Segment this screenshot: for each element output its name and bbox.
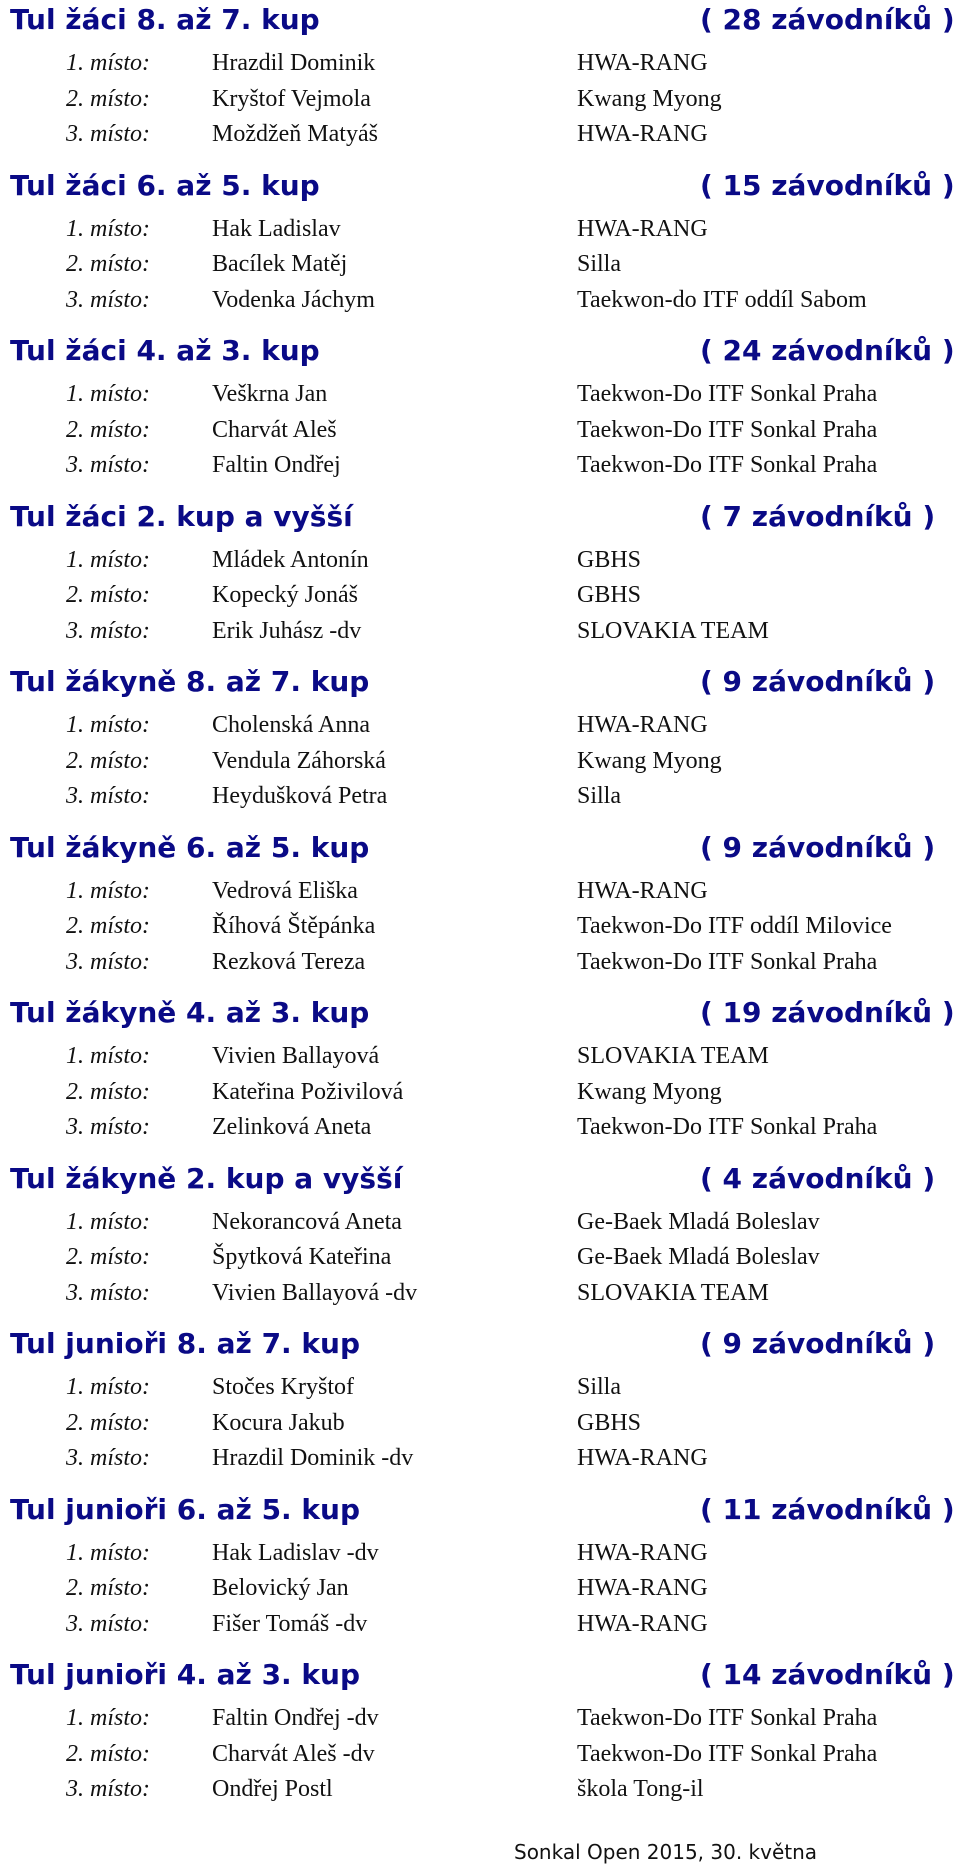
club-name: HWA-RANG <box>577 1610 708 1637</box>
result-row <box>0 1039 960 1075</box>
club-name: Kwang Myong <box>577 1078 722 1105</box>
result-row <box>0 1075 960 1111</box>
category-section <box>0 1655 960 1821</box>
result-row <box>0 1571 960 1607</box>
category-header <box>0 331 960 377</box>
competitor-name: Charvát Aleš <box>212 416 337 443</box>
place-label: 3. místo: <box>66 121 150 147</box>
section-spacer <box>0 484 960 497</box>
club-name: Kwang Myong <box>577 85 722 112</box>
competitor-name: Zelinková Aneta <box>212 1114 372 1140</box>
competitor-name: Moždžeň Matyáš <box>212 121 378 147</box>
competitor-count: ( 7 závodníků ) <box>700 499 936 533</box>
category-section <box>0 662 960 828</box>
club-name: HWA-RANG <box>577 1445 708 1471</box>
section-spacer <box>0 649 960 662</box>
place-label: 1. místo: <box>66 712 150 738</box>
category-title: Tul žáci 4. až 3. kup <box>10 334 320 367</box>
result-row <box>0 1737 960 1773</box>
place-label: 3. místo: <box>66 617 150 644</box>
competitor-count: ( 9 závodníků ) <box>700 830 936 864</box>
place-label: 1. místo: <box>66 1705 150 1731</box>
place-label: 2. místo: <box>66 1740 150 1767</box>
result-row <box>0 1240 960 1276</box>
competitor-name: Špytková Kateřina <box>212 1244 392 1270</box>
result-row <box>0 1110 960 1146</box>
section-spacer <box>0 1477 960 1490</box>
result-row <box>0 82 960 118</box>
competitor-count: ( 11 závodníků ) <box>700 1492 955 1526</box>
category-header <box>0 1159 960 1205</box>
place-label: 1. místo: <box>66 50 150 76</box>
competitor-name: Kopecký Jonáš <box>212 582 358 608</box>
category-title: Tul žáci 2. kup a vyšší <box>10 499 353 533</box>
category-title: Tul žáci 6. až 5. kup <box>10 168 320 202</box>
competitor-name: Kocura Jakub <box>212 1409 345 1436</box>
competitor-count: ( 24 závodníků ) <box>700 334 955 367</box>
competitor-name: Faltin Ondřej -dv <box>212 1705 379 1731</box>
section-spacer <box>0 1808 960 1821</box>
category-header <box>0 828 960 874</box>
competitor-name: Belovický Jan <box>212 1575 349 1601</box>
club-name: Taekwon-Do ITF Sonkal Praha <box>577 1114 878 1140</box>
result-row <box>0 1370 960 1406</box>
place-label: 1. místo: <box>66 215 150 242</box>
place-label: 3. místo: <box>66 783 150 809</box>
place-label: 2. místo: <box>66 85 150 112</box>
competitor-name: Hak Ladislav <box>212 215 341 242</box>
place-label: 1. místo: <box>66 546 150 573</box>
competitor-name: Nekorancová Aneta <box>212 1208 402 1235</box>
result-row <box>0 909 960 945</box>
category-header <box>0 166 960 212</box>
competitor-name: Vodenka Jáchym <box>212 286 375 313</box>
club-name: Taekwon-do ITF oddíl Sabom <box>577 286 867 313</box>
club-name: Ge-Baek Mladá Boleslav <box>577 1244 820 1270</box>
category-section <box>0 1490 960 1656</box>
category-title: Tul žákyně 6. až 5. kup <box>10 830 370 864</box>
place-label: 3. místo: <box>66 452 150 478</box>
competitor-count: ( 19 závodníků ) <box>700 996 955 1029</box>
club-name: HWA-RANG <box>577 1539 708 1566</box>
place-label: 2. místo: <box>66 582 150 608</box>
result-row <box>0 779 960 815</box>
category-title: Tul junioři 6. až 5. kup <box>10 1492 361 1526</box>
competitor-name: Charvát Aleš -dv <box>212 1740 375 1767</box>
place-label: 1. místo: <box>66 877 150 904</box>
result-row <box>0 945 960 981</box>
competitor-count: ( 4 závodníků ) <box>700 1161 936 1195</box>
result-row <box>0 1205 960 1241</box>
category-title: Tul žáci 8. až 7. kup <box>10 3 320 36</box>
place-label: 1. místo: <box>66 381 150 407</box>
club-name: SLOVAKIA TEAM <box>577 1043 769 1069</box>
competitor-name: Říhová Štěpánka <box>212 913 376 939</box>
result-row <box>0 247 960 283</box>
section-spacer <box>0 153 960 166</box>
result-row <box>0 377 960 413</box>
competitor-name: Veškrna Jan <box>212 381 328 407</box>
place-label: 1. místo: <box>66 1539 150 1566</box>
competitor-name: Hak Ladislav -dv <box>212 1539 379 1566</box>
competitor-name: Vivien Ballayová <box>212 1043 380 1069</box>
place-label: 3. místo: <box>66 948 150 975</box>
club-name: Taekwon-Do ITF Sonkal Praha <box>577 948 878 975</box>
section-spacer <box>0 318 960 331</box>
club-name: Taekwon-Do ITF Sonkal Praha <box>577 1705 878 1731</box>
competitor-count: ( 15 závodníků ) <box>700 168 955 202</box>
club-name: Taekwon-Do ITF Sonkal Praha <box>577 416 878 443</box>
result-row <box>0 614 960 650</box>
club-name: Taekwon-Do ITF Sonkal Praha <box>577 1740 878 1767</box>
club-name: Taekwon-Do ITF Sonkal Praha <box>577 452 878 478</box>
place-label: 1. místo: <box>66 1043 150 1069</box>
section-spacer <box>0 1146 960 1159</box>
club-name: škola Tong-il <box>577 1776 704 1802</box>
competitor-name: Hrazdil Dominik -dv <box>212 1445 414 1471</box>
competitor-count: ( 14 závodníků ) <box>700 1658 955 1691</box>
competitor-count: ( 9 závodníků ) <box>700 1327 936 1360</box>
club-name: HWA-RANG <box>577 712 708 738</box>
result-row <box>0 1607 960 1643</box>
place-label: 2. místo: <box>66 251 150 277</box>
club-name: Silla <box>577 1374 622 1400</box>
category-section <box>0 497 960 663</box>
club-name: SLOVAKIA TEAM <box>577 617 769 644</box>
club-name: Silla <box>577 783 622 809</box>
competitor-name: Stočes Kryštof <box>212 1374 354 1400</box>
place-label: 3. místo: <box>66 1776 150 1802</box>
club-name: HWA-RANG <box>577 877 708 904</box>
result-row <box>0 413 960 449</box>
competitor-name: Faltin Ondřej <box>212 452 341 478</box>
competitor-name: Bacílek Matěj <box>212 251 348 277</box>
category-header <box>0 1655 960 1701</box>
result-row <box>0 708 960 744</box>
result-row <box>0 283 960 319</box>
footer-text: Sonkal Open 2015, 30. května <box>514 1840 818 1864</box>
club-name: SLOVAKIA TEAM <box>577 1279 769 1306</box>
section-spacer <box>0 980 960 993</box>
competitor-name: Hrazdil Dominik <box>212 50 376 76</box>
competitor-name: Vivien Ballayová -dv <box>212 1279 418 1306</box>
club-name: Silla <box>577 251 622 277</box>
result-row <box>0 578 960 614</box>
club-name: GBHS <box>577 1409 642 1436</box>
category-header <box>0 1490 960 1536</box>
place-label: 3. místo: <box>66 1610 150 1637</box>
club-name: HWA-RANG <box>577 50 708 76</box>
section-spacer <box>0 1311 960 1324</box>
competitor-name: Vendula Záhorská <box>212 747 386 774</box>
place-label: 2. místo: <box>66 1244 150 1270</box>
place-label: 1. místo: <box>66 1208 150 1235</box>
category-section <box>0 0 960 166</box>
category-header <box>0 993 960 1039</box>
result-row <box>0 543 960 579</box>
competitor-name: Ondřej Postl <box>212 1776 333 1802</box>
category-header <box>0 662 960 708</box>
club-name: GBHS <box>577 546 642 573</box>
competitor-count: ( 9 závodníků ) <box>700 665 936 698</box>
competitor-name: Vedrová Eliška <box>212 877 358 904</box>
place-label: 2. místo: <box>66 1409 150 1436</box>
place-label: 2. místo: <box>66 1575 150 1601</box>
club-name: GBHS <box>577 582 642 608</box>
competitor-name: Rezková Tereza <box>212 948 366 975</box>
place-label: 2. místo: <box>66 747 150 774</box>
category-title: Tul žákyně 8. až 7. kup <box>10 665 370 698</box>
club-name: HWA-RANG <box>577 121 708 147</box>
club-name: Taekwon-Do ITF Sonkal Praha <box>577 381 878 407</box>
place-label: 2. místo: <box>66 913 150 939</box>
category-header <box>0 1324 960 1370</box>
competitor-name: Kateřina Poživilová <box>212 1078 404 1105</box>
category-section <box>0 1159 960 1325</box>
result-row <box>0 448 960 484</box>
section-spacer <box>0 815 960 828</box>
club-name: Kwang Myong <box>577 747 722 774</box>
category-title: Tul žákyně 4. až 3. kup <box>10 996 370 1029</box>
club-name: HWA-RANG <box>577 1575 708 1601</box>
category-section <box>0 331 960 497</box>
competitor-name: Kryštof Vejmola <box>212 85 371 112</box>
club-name: HWA-RANG <box>577 215 708 242</box>
competitor-count: ( 28 závodníků ) <box>700 3 955 36</box>
category-title: Tul junioři 4. až 3. kup <box>10 1658 361 1691</box>
place-label: 2. místo: <box>66 416 150 443</box>
place-label: 1. místo: <box>66 1374 150 1400</box>
place-label: 3. místo: <box>66 286 150 313</box>
category-header <box>0 0 960 46</box>
result-row <box>0 1276 960 1312</box>
place-label: 2. místo: <box>66 1078 150 1105</box>
result-row <box>0 1772 960 1808</box>
club-name: Taekwon-Do ITF oddíl Milovice <box>577 913 892 939</box>
result-row <box>0 1701 960 1737</box>
competitor-name: Cholenská Anna <box>212 712 370 738</box>
category-title: Tul junioři 8. až 7. kup <box>10 1327 361 1360</box>
result-row <box>0 744 960 780</box>
category-section <box>0 166 960 332</box>
result-row <box>0 212 960 248</box>
section-spacer <box>0 1642 960 1655</box>
category-section <box>0 828 960 994</box>
category-title: Tul žákyně 2. kup a vyšší <box>10 1161 403 1195</box>
result-row <box>0 874 960 910</box>
competitor-name: Fišer Tomáš -dv <box>212 1610 368 1637</box>
result-row <box>0 1441 960 1477</box>
club-name: Ge-Baek Mladá Boleslav <box>577 1208 820 1235</box>
result-row <box>0 1406 960 1442</box>
place-label: 3. místo: <box>66 1279 150 1306</box>
result-row <box>0 1536 960 1572</box>
category-header <box>0 497 960 543</box>
place-label: 3. místo: <box>66 1114 150 1140</box>
result-row <box>0 46 960 82</box>
category-section <box>0 1324 960 1490</box>
place-label: 3. místo: <box>66 1445 150 1471</box>
competitor-name: Mládek Antonín <box>212 546 369 573</box>
competitor-name: Erik Juhász -dv <box>212 617 362 644</box>
category-section <box>0 993 960 1159</box>
result-row <box>0 117 960 153</box>
competitor-name: Heydušková Petra <box>212 783 388 809</box>
